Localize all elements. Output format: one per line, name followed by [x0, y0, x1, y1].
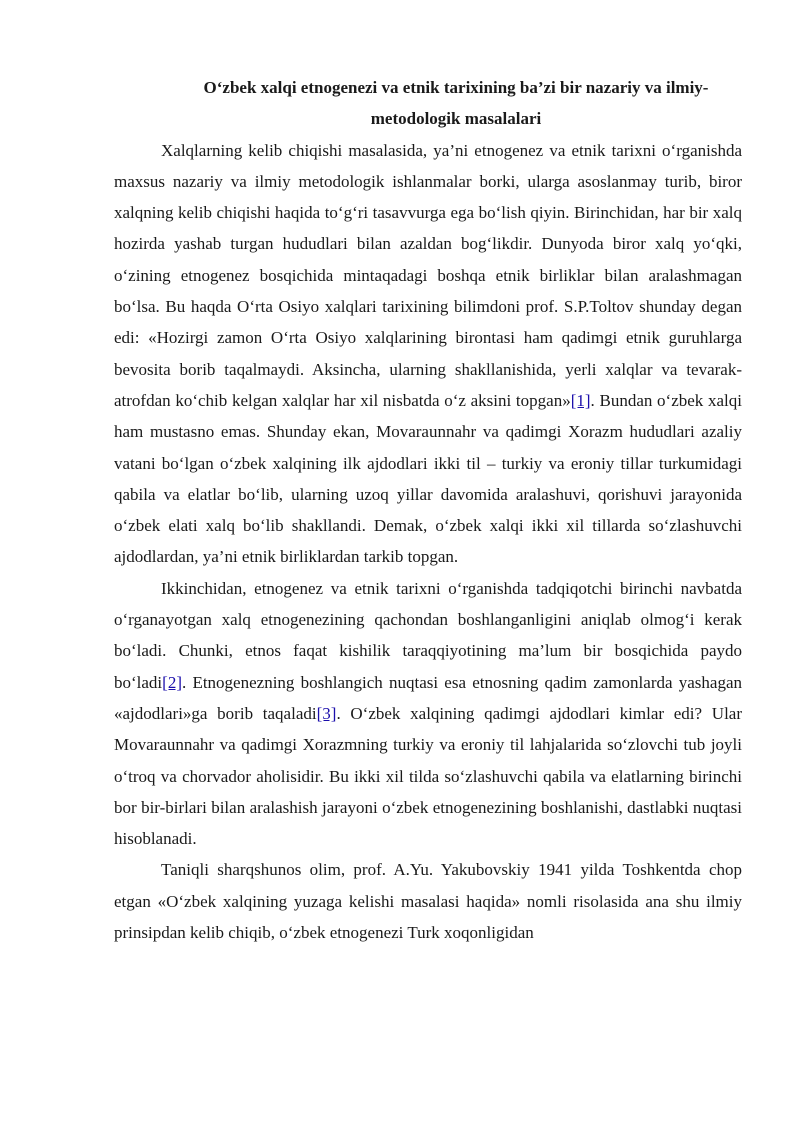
footnote-reference-link[interactable]: [3] — [316, 703, 337, 723]
footnote-reference-link[interactable]: [2] — [162, 672, 182, 692]
paragraph-text: Taniqli sharqshunos olim, prof. A.Yu. Yakubovskiy 1941 yilda Toshkentda chop etgan «O‘zbek xalqining yuzaga kelishi masalasi haqida» nomli risolasida ana shu ilmiy prinsipdan kelib chiqib, o‘zbek etnogenezi Turk xoqonligidan — [114, 860, 742, 943]
paragraph-text: Ikkinchidan, etnogenez va etnik tarixni o‘rganishda tadqiqotchi birinchi navbatda o‘rganayotgan xalq etnogenezining qachondan boshlanganligini aniqlab olmog‘i kerak bo‘ladi. Chunki, etnos faqat kishilik taraqqiyotining ma’lum bir bosqichida paydo bo‘ladi — [114, 578, 742, 692]
paragraph-list — [114, 135, 742, 949]
document-title: O‘zbek xalqi etnogenezi va etnik tarixining ba’zi bir nazariy va ilmiy-metodologik masalalari — [203, 78, 709, 129]
body-paragraph — [114, 135, 742, 573]
footnote-reference-link[interactable]: [1] — [570, 390, 591, 410]
body-paragraph — [114, 573, 742, 855]
paragraph-text: . Etnogenezning boshlangich nuqtasi esa etnosning qadim zamonlarda yashagan «ajdodlari»ga borib taqaladi — [114, 672, 742, 723]
paragraph-text: . Bundan o‘zbek xalqi ham mustasno emas. Shunday ekan, Movaraunnahr va qadimgi Xorazm hududlari azaliy vatani bo‘lgan o‘zbek xalqining ilk ajdodlari ikki til – turkiy va eroniy tillar turkumidagi qabila va elatlar bo‘lib, ularning uzoq yillar davomida aralashuvi, qorishuvi jarayonida o‘zbek elati xalq bo‘lib shakllandi. Demak, o‘zbek xalqi ikki xil tillarda so‘zlashuvchi ajdodlardan, ya’ni etnik birliklardan tarkib topgan. — [114, 390, 742, 567]
paragraph-text: . O‘zbek xalqining qadimgi ajdodlari kimlar edi? Ular Movaraunnahr va qadimgi Xorazmning turkiy va eroniy til lahjalarida so‘zlovchi tub joyli o‘troq va chorvador aholisidir. Bu ikki xil tilda so‘zlashuvchi qabila va elatlarning birinchi bor bir-birlari bilan aralashish jarayoni o‘zbek etnogenezining boshlanishi, dastlabki nuqtasi hisoblanadi. — [114, 703, 742, 849]
document-body — [114, 72, 742, 948]
body-paragraph — [114, 854, 742, 948]
paragraph-text: Xalqlarning kelib chiqishi masalasida, ya’ni etnogenez va etnik tarixni o‘rganishda maxsus nazariy va ilmiy metodologik ishlanmalar borki, ularga asoslanmay turib, biror xalqning kelib chiqishi haqida to‘g‘ri tasavvurga ega bo‘lish qiyin. Birinchidan, har bir xalq hozirda yashab turgan hududlari bilan azaldan bog‘likdir. Dunyoda biror xalq yo‘qki, o‘zining etnogenez bosqichida mintaqadagi boshqa etnik birliklar bilan aralashmagan bo‘lsa. Bu haqda O‘rta Osiyo xalqlari tarixining bilimdoni prof. S.P.Toltov shunday degan edi: «Hozirgi zamon O‘rta Osiyo xalqlarining birontasi ham qadimgi etnik guruhlarga bevosita borib taqalmaydi. Aksincha, ularning shakllanishida, yerli xalqlar va tevarak-atrofdan ko‘chib kelgan xalqlar har xil nisbatda o‘z aksini topgan» — [114, 140, 742, 410]
